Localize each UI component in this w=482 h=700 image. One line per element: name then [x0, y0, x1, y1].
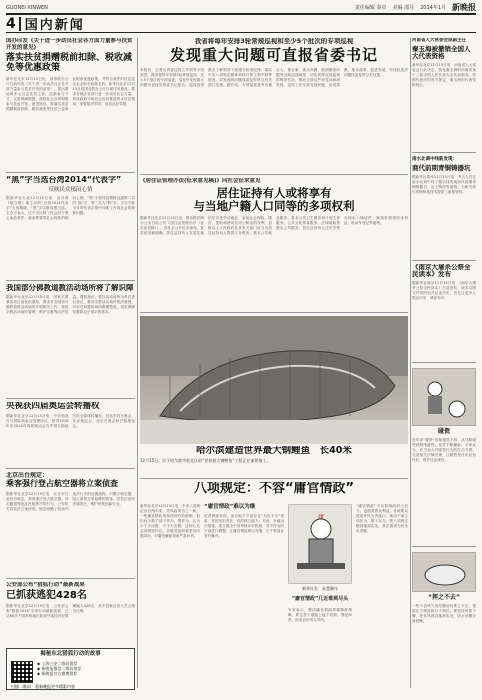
cartoon-figure-icon: [413, 553, 477, 593]
article-headline: 商代前期青铜铸器坑: [412, 164, 471, 172]
commentary-body: 一些不良风气虽经整治仍挥之不去，根源在于制度执行不到位。要坚持常抓不懈，把作风建设落到实处，防止问题反弹回潮。: [412, 604, 476, 623]
cartoon-pengci[interactable]: [412, 368, 476, 426]
promo-item[interactable]: ◆ 上海公安二维码推荐: [37, 661, 78, 666]
article-body: 新华社北京12月15日电 河南省人大常委会日前决定，罢免秦玉海的河南省第十二届全国人民代表大会代表职务。依照代表法的有关规定，秦玉海的代表资格终止。: [412, 63, 476, 88]
article-qin-yuhai[interactable]: [412, 38, 476, 150]
promo-list: [37, 661, 133, 676]
cartoon-figure-icon: [289, 505, 352, 584]
photo-caption-block: [140, 446, 408, 476]
article-nanjing-reader[interactable]: [412, 264, 476, 360]
article-poverty-aid[interactable]: [6, 38, 135, 170]
left-column: [6, 38, 135, 693]
article-body: 据新华社北京12月15日电 中央电视台与国际奥委会签署协议，获得2018年至2024年四届奥运会在中国大陆地区的全媒体转播权，包括平昌冬奥会、东京奥运会、北京冬奥会和巴黎奥运会。: [6, 414, 135, 429]
article-fox-hunt[interactable]: [6, 582, 135, 644]
right-column: [412, 38, 476, 693]
middle-column: [140, 38, 408, 693]
cartoon-credit: 新华社发 朱慧卿作: [302, 586, 338, 591]
commentary-body: 近年来“碰瓷”现象屡见不鲜，从马路碰瓷到网络碰瓷，花样不断翻新。专家认为，应当加大对碰瓷行为的打击力度，完善相关法律法规，让碰瓷者付出应有代价，维护社会诚信。: [412, 438, 476, 462]
article-body: 据新华社北京12月15日电 国家宗教事务局日前发出通知，要求对全国部分佛教道教活动场所开展相关工作，规范宗教活动场所管理，维护宗教界合法权益。通知指出，要以活动场所为单位进行登记，推动宗教活动场所依法管理，对存在问题的场所限期整改，切实保障信教群众正常宗教需求。: [6, 295, 135, 315]
article-headline-line1: 居住证持有人或将享有: [216, 186, 332, 200]
article-religious-sites[interactable]: [6, 284, 135, 396]
article-kicker: 公安部公布“猎狐行动”最新战果: [6, 582, 85, 588]
article-headline: 发现重大问题可直报省委书记: [169, 46, 378, 64]
article-residence-permit[interactable]: [140, 178, 408, 310]
section-divider: [19, 17, 21, 31]
article-body: 据新华社郑州12月15日电 考古人员在南水北调中线工程沿线发现商代前期青铜铸器坑，出土陶范等遗物，为研究商代青铜铸造技术提供了重要资料。: [412, 175, 476, 195]
promo-title: 揭秘东北猎狐行动的故事: [40, 651, 101, 657]
article-body: 本报讯 记者从省委巡视工作领导小组获悉，我省将每年安排3轮常规巡视，至少5个批次的专项巡视，巡视中发现重大问题可直接向省委书记报告。巡视组将重点了解领导干部遵守政治纪律、落实中央八项规定精神和执行民主集中制等情况，对发现的问题线索及时移交有关部门处理。据介绍，专项巡视将突出重点人、重点事、重点问题，做到哪里问题突出就巡视哪里，切实发挥巡视监督的利剑作用，推动全面从严治党向纵深发展。巡视工作坚持发现问题、形成震慑，推动改革、促进发展，对违纪违法问题线索及时分类处置。: [140, 67, 408, 87]
article-kicker: 南水北调中线新发现：: [412, 157, 457, 162]
designer-info: 美编 邵丹: [392, 5, 415, 11]
photo-caption: 12月15日，位于哈尔滨市松北区的“世界最大钢鲤鱼”工程正在加紧施工。: [140, 458, 271, 464]
article-body-col1: 新华社北京12月15日电 中央八项规定出台两年来，党风政风为之一新，一些庸官情政现象得到有效遏制。但仍有少数干部不作为、慢作为，认为少干少出错、不干不出错，这种心态必须彻底纠正。各级党组织要坚持问题导向，对庸官懒政现象严肃问责。: [140, 504, 200, 538]
issue-date: 2014年1月: [420, 5, 446, 11]
newspaper-logo: 新晚报: [452, 2, 476, 12]
article-kicker: 我省将每年安排3轮常规巡视和至少5个批次的专项巡视: [194, 38, 354, 45]
article-body: 新华社北京12月15日电 国务院办公厅日前印发《关于进一步动员社会各方面力量参与扶贫开发的意见》，提出要培育多元社会扶贫主体，创新参与方式，完善保障措施，鼓励社会各界积极参与扶贫开发。意见指出，要落实扶贫捐赠税前扣除、税收减免等扶贫公益事业税收优惠政策，对符合条件的扶贫龙头企业给予政策支持。新华社北京12月15日电国务院办公厅日前印发意见，要求各地区各部门进一步动员社会力量，形成政府市场社会协同推进的大扶贫格局，加强组织领导，营造良好氛围。: [6, 76, 135, 111]
promo-box[interactable]: [6, 648, 135, 690]
section-title: 国内新闻: [24, 18, 85, 33]
article-bronze-foundry[interactable]: [412, 156, 476, 258]
photo-headline: 哈尔滨建造世界最大钢鲤鱼 长40米: [196, 446, 352, 456]
article-headline: 乘客强行登占航空器将立案侦查: [6, 479, 118, 488]
column-rule-right: [410, 38, 411, 688]
cartoon-title: “挥之不去”: [428, 594, 460, 601]
article-headline: “黑”字当选台湾2014“代表字”: [6, 176, 122, 184]
article-headline: 八项规定：不容“庸官情政”: [193, 482, 355, 496]
article-body: 据新华社北京12月15日电 国务院法制办公室日前公布《居住证管理办法（征求意见稿）》，向社会公开征求意见。征求意见稿明确，居住证持有人在居住地依法享受劳动就业，参加社会保险，缴存、提取和使用住房公积金的权利，县级以上人民政府及其有关部门应当为居住证持有人提供义务教育、基本公共就业服务、基本公共卫生服务和计划生育服务、公共文化体育服务、法律援助等基本公共服务。居住证持有人还可享受办理出入境证件、换领补领居民身份证、机动车登记等便利。: [140, 216, 408, 236]
article-headline: 央视获四届奥运会转播权: [6, 402, 100, 411]
article-taiwan-word[interactable]: [6, 176, 135, 278]
article-kicker: 《居住证管理办法(征求意见稿)》向社会征求意见: [140, 178, 261, 184]
article-body-col4: “庸官情政”不仅影响政府公信力，也损害群众利益。各地要以改进作风为突破口，推动干部主动作为、敢于担当，把八项规定精神落到实处，真正做到为民务实清廉。: [356, 504, 408, 533]
article-body: 据新华社北京12月15日电 北京市日前出台规定，乘客强行登占航空器、冲击跑道等扰乱民航秩序的行为，公安机关将依法立案侦查。规定明确了机场内违法行为的处置流程，对霸占航空器、阻止航班正常起降的旅客，将依法追究法律责任，维护民航运输安全。: [6, 491, 135, 511]
promo-item[interactable]: ◆ 新晚报微信二维码推荐: [37, 666, 82, 671]
article-kicker: 北京出台规定：: [6, 472, 49, 479]
article-inspection[interactable]: [140, 38, 408, 172]
article-headline-line2: 与当地户籍人口同等的多项权利: [193, 198, 355, 213]
steel-carp-illustration: [140, 316, 408, 444]
cartoon-lingering[interactable]: [412, 552, 476, 592]
article-subhead: 反映民众郁闷心情: [48, 186, 93, 193]
masthead-right: [355, 2, 476, 13]
section-pinyin: GUONEI XINWEN: [6, 4, 48, 11]
article-eight-rules[interactable]: [140, 482, 408, 690]
article-headline: 《南京大屠杀公祭全民读本》发布: [412, 264, 471, 279]
section-header: [6, 13, 476, 33]
svg-text:庸: 庸: [317, 514, 325, 521]
article-headline: 秦玉海被撤销全国人大代表资格: [412, 45, 471, 61]
article-body-col2: 记者调查发现，部分地方干部存在“为官不为”现象，有的怕担责任，有的缺乏能力。对此，多地出台措施，建立健全干部考核评价机制，对不作为的干部进行调整，让庸官情政难以为继，让干事创业者有舞台。: [204, 514, 284, 538]
cartoon-title: 碰瓷: [437, 428, 450, 435]
qr-code-icon[interactable]: [11, 661, 33, 683]
page-number: 4: [6, 15, 16, 32]
promo-qr-label: 扫描二维码 看新晚报更多精彩内容: [11, 684, 75, 689]
sidebar-heading-1: “庸官情政”难以为继: [204, 504, 256, 510]
article-cctv-olympics[interactable]: [6, 402, 135, 466]
article-kicker: 河南省人大常委会原副主任: [412, 38, 466, 43]
cartoon-figure-icon: [413, 369, 477, 427]
article-aircraft-occupation[interactable]: [6, 472, 135, 576]
sidebar-heading-2: “庸官情政”几近难到尽头: [291, 596, 349, 602]
article-body: 据新华社北京12月15日电 公安部公布“猎狐2014”专项行动最新战果，已从60多个国家和地区抓获外逃经济犯罪嫌疑人428名，其中投案自首人员占相当比例。: [6, 604, 135, 618]
article-headline: 已抓获逃犯428名: [6, 590, 87, 601]
article-body-col3: 专家表示，整治庸官情政需要制度保障，要完善干部能上能下机制，强化问责，形成良好用人导向。: [288, 608, 352, 622]
masthead-bar: [6, 3, 476, 12]
article-body: 据新华社南京12月15日电 《南京大屠杀公祭全民读本》日前发布，读本以图文并茂的形式记录历史，旨在让更多人铭记历史、珍爱和平。: [412, 281, 476, 301]
column-rule-left: [137, 38, 138, 688]
article-headline: 落实扶贫捐赠税前扣除、税收减免等优惠政策: [6, 53, 133, 73]
article-headline: 我国部分佛教道教活动场所将了解识障: [6, 284, 134, 292]
editor-info: 责任编辑 秦卓: [354, 5, 387, 11]
photo-steel-carp[interactable]: [140, 316, 408, 444]
article-body: 据新华社台北12月15日电 由台湾《联合报》系主办的“台湾2014代表字”大选揭晓，“黑”字以最高票当选。主办方表示，这个字反映了民众对于黑心油品事件、政治黑幕等社会现象的郁闷心情。“黑”字获得投票数远超第二名的“换”字，第三名为“假”字，主办方称今年的代表字集中反映了台湾社会的种种问题。: [6, 195, 135, 220]
promo-item[interactable]: ◆ 新晚报官方微博推荐: [37, 671, 78, 676]
article-kicker: 国办印发《关于进一步动员社会各方面力量参与扶贫开发的意见》: [6, 38, 133, 51]
cartoon-illustration[interactable]: [288, 504, 352, 584]
